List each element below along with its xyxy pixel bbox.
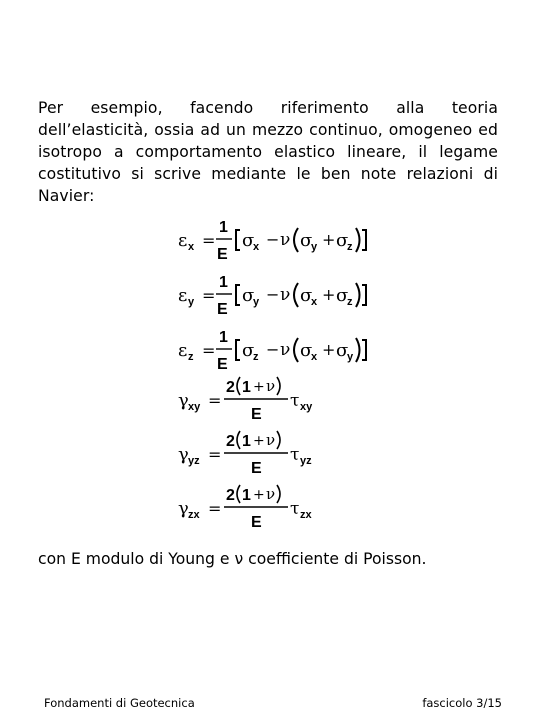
- fraction-numerator: 1: [219, 274, 228, 291]
- sigma-subscript: y: [347, 351, 354, 363]
- nu-symbol: ν: [280, 340, 291, 360]
- tau-symbol: τ: [290, 445, 300, 465]
- minus-sign: −: [266, 340, 280, 359]
- right-paren: [277, 377, 280, 395]
- sigma-symbol: σ: [300, 230, 313, 251]
- sigma-subscript: z: [347, 241, 353, 253]
- lhs-symbol: ε: [178, 230, 188, 251]
- equation-epsilon-x: [174, 212, 394, 272]
- left-paren: [237, 485, 240, 503]
- left-paren: [294, 228, 298, 252]
- numerator-two: 2: [226, 379, 235, 396]
- lhs-subscript: z: [188, 351, 194, 363]
- equals-sign: =: [208, 391, 222, 410]
- right-paren: [277, 431, 280, 449]
- nu-symbol: ν: [266, 431, 276, 449]
- plus-sign: +: [253, 487, 265, 503]
- sigma-symbol: σ: [300, 285, 313, 306]
- equation-gamma-yz: [174, 426, 394, 486]
- equation-epsilon-y: [174, 267, 394, 327]
- lhs-subscript: yz: [188, 455, 200, 467]
- right-paren: [277, 485, 280, 503]
- sigma-symbol: σ: [242, 340, 255, 361]
- numerator-one: 1: [242, 487, 251, 504]
- sigma-symbol: σ: [242, 285, 255, 306]
- plus-sign: +: [253, 379, 265, 395]
- right-bracket: [362, 230, 366, 250]
- equals-sign: =: [208, 499, 222, 518]
- minus-sign: −: [266, 285, 280, 304]
- sigma-subscript: x: [311, 351, 318, 363]
- left-bracket: [236, 340, 240, 360]
- tau-subscript: xy: [300, 401, 313, 413]
- lhs-symbol: γ: [178, 498, 189, 519]
- sigma-symbol: σ: [336, 230, 349, 251]
- numerator-two: 2: [226, 487, 235, 504]
- right-paren: [356, 283, 360, 307]
- equals-sign: =: [202, 286, 216, 305]
- left-paren: [237, 377, 240, 395]
- right-paren: [356, 228, 360, 252]
- intro-paragraph: Per esempio, facendo riferimento alla teoria dell’elasticità, ossia ad un mezzo continuo, omogeneo ed isotropo a comportamento elastico lineare, il legame costitutivo si scrive mediante le ben note relazioni di Navier:: [38, 99, 498, 205]
- sigma-symbol: σ: [336, 340, 349, 361]
- fraction-denominator: E: [251, 460, 262, 477]
- tau-symbol: τ: [290, 499, 300, 519]
- fraction-denominator: E: [251, 406, 262, 423]
- fraction-denominator: E: [217, 246, 228, 263]
- numerator-two: 2: [226, 433, 235, 450]
- footer-page-number: fascicolo 3/15: [422, 696, 502, 710]
- lhs-subscript: zx: [188, 509, 200, 521]
- plus-sign: +: [322, 340, 336, 359]
- nu-symbol: ν: [266, 377, 276, 395]
- sigma-subscript: x: [253, 241, 260, 253]
- lhs-symbol: ε: [178, 340, 188, 361]
- right-bracket: [362, 340, 366, 360]
- lhs-subscript: xy: [188, 401, 201, 413]
- equation-gamma-xy: [174, 372, 394, 432]
- plus-sign: +: [253, 433, 265, 449]
- lhs-symbol: ε: [178, 285, 188, 306]
- tau-symbol: τ: [290, 391, 300, 411]
- equals-sign: =: [208, 445, 222, 464]
- fraction-denominator: E: [217, 301, 228, 318]
- equation-gamma-zx: [174, 480, 394, 540]
- sigma-symbol: σ: [336, 285, 349, 306]
- equals-sign: =: [202, 341, 216, 360]
- numerator-one: 1: [242, 379, 251, 396]
- sigma-subscript: z: [253, 351, 259, 363]
- footer-course-title: Fondamenti di Geotecnica: [44, 696, 195, 710]
- minus-sign: −: [266, 230, 280, 249]
- fraction-denominator: E: [251, 514, 262, 531]
- lhs-symbol: γ: [178, 390, 189, 411]
- fraction-numerator: 1: [219, 219, 228, 236]
- left-bracket: [236, 285, 240, 305]
- left-paren: [294, 283, 298, 307]
- nu-symbol: ν: [280, 285, 291, 305]
- numerator-one: 1: [242, 433, 251, 450]
- plus-sign: +: [322, 230, 336, 249]
- sigma-symbol: σ: [300, 340, 313, 361]
- nu-symbol: ν: [266, 485, 276, 503]
- fraction-numerator: 1: [219, 329, 228, 346]
- closing-sentence: con E modulo di Young e ν coefficiente di Poisson.: [38, 550, 427, 568]
- equals-sign: =: [202, 231, 216, 250]
- nu-symbol: ν: [280, 230, 291, 250]
- lhs-subscript: x: [188, 241, 195, 253]
- sigma-subscript: y: [253, 296, 260, 308]
- sigma-subscript: x: [311, 296, 318, 308]
- right-paren: [356, 338, 360, 362]
- fraction-denominator: E: [217, 356, 228, 373]
- left-paren: [237, 431, 240, 449]
- plus-sign: +: [322, 285, 336, 304]
- tau-subscript: yz: [300, 455, 312, 467]
- sigma-subscript: z: [347, 296, 353, 308]
- sigma-subscript: y: [311, 241, 318, 253]
- left-paren: [294, 338, 298, 362]
- tau-subscript: zx: [300, 509, 312, 521]
- lhs-symbol: γ: [178, 444, 189, 465]
- sigma-symbol: σ: [242, 230, 255, 251]
- right-bracket: [362, 285, 366, 305]
- left-bracket: [236, 230, 240, 250]
- lhs-subscript: y: [188, 296, 195, 308]
